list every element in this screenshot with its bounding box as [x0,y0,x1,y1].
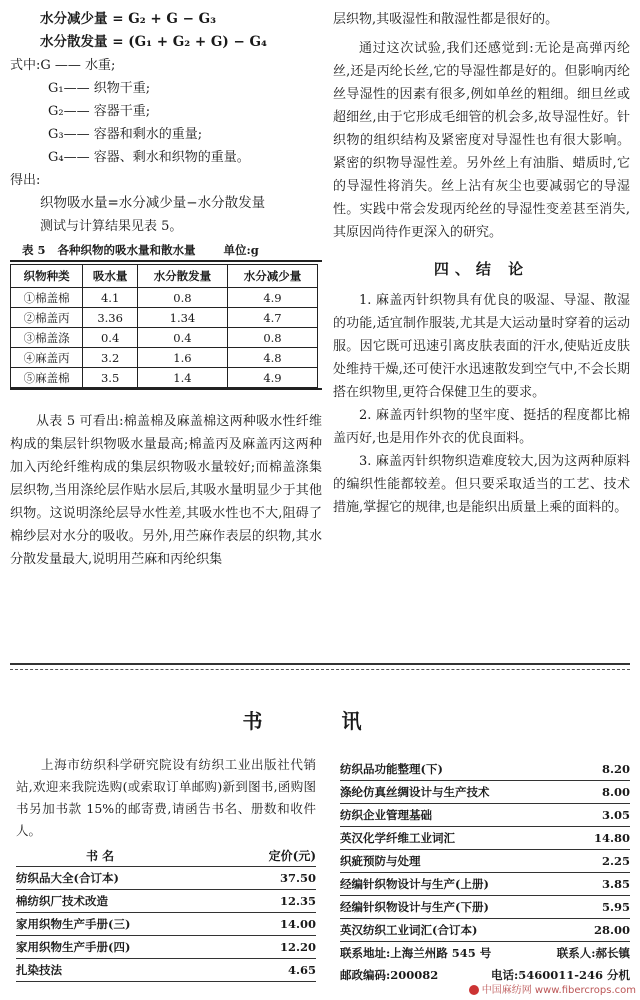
list-item: 经编针织物设计与生产(下册) 5.95 [340,896,630,919]
table5-unit: 单位:g [223,243,259,257]
table-cell: 0.8 [227,328,317,348]
left-body-paragraph: 从表 5 可看出:棉盖棉及麻盖棉这两种吸水性纤维构成的集层针织物吸水量最高;棉盖丙及麻盖丙这两种加入丙纶纤维构成的集层织物吸水量较好;而棉盖涤集层织物,当用涤纶层作贴水层后,其吸水量明显少于其他织物。这说明涤纶层导水性差,其吸水性也不大,阻碍了棉纱层对水分的吸收。另外,用苎麻作表层的织物,其水分散发量最大,说明用苎麻和丙纶织集 [10,414,322,567]
watermark-logo-icon [469,985,479,995]
book-col-price: 定价(元) [268,849,316,863]
table-cell: 4.9 [227,368,317,388]
table-row [11,308,318,328]
var-g4: G₄—— 容器、剩水和织物的重量。 [48,150,250,165]
contact-person: 联系人:郝长镇 [556,946,630,960]
table-cell: 0.8 [137,288,227,308]
contact-phone: 电话:5460011-246 分机 [490,968,630,982]
conclusion-item-2: 2. 麻盖丙针织物的坚牢度、挺括的程度都比棉盖丙好,也是用作外衣的优良面料。 [333,408,630,446]
table-cell: ④麻盖丙 [11,348,83,368]
table-cell: 0.4 [137,328,227,348]
var-g2: G₂—— 容器干重; [48,104,151,119]
book-col-title: 书 名 [86,849,115,863]
table-cell: 3.2 [83,348,138,368]
result-label: 得出: [10,173,41,188]
contact-line-1 [340,942,630,964]
table-cell: 4.1 [83,288,138,308]
book-news-heading: 书 讯 [242,709,398,733]
section-divider [10,663,630,670]
table-cell: ①棉盖棉 [11,288,83,308]
table-cell: ②棉盖丙 [11,308,83,328]
list-item: 家用织物生产手册(四) 12.20 [16,936,316,959]
var-g1: G₁—— 织物干重; [48,81,151,96]
table-cell: 1.6 [137,348,227,368]
section-heading-conclusion: 四、结 论 [433,260,530,278]
table5-title: 表 5 各种织物的吸水量和散水量 单位:g [22,243,259,257]
result-note: 测试与计算结果见表 5。 [40,219,183,234]
list-item: 经编针织物设计与生产(上册) 3.85 [340,873,630,896]
table-cell: ③棉盖涤 [11,328,83,348]
table-cell: 0.4 [83,328,138,348]
book-list-header [16,846,316,867]
list-item: 织疵预防与处理 2.25 [340,850,630,873]
table-cell: 1.34 [137,308,227,328]
right-paragraph: 通过这次试验,我们还感觉到:无论是高弹丙纶丝,还是丙纶长丝,它的导湿性都是好的。但影响丙纶丝导湿性的因素有很多,例如单丝的粗细。细旦丝或超细丝,由于它形成毛细管的机会多,故导湿性好。针织物的组织结构及紧密度对导湿性也有很大影响。紧密的织物导湿性差。另外丝上有油脂、蜡质时,它的导湿性将消失。丝上沾有灰尘也要减弱它的导湿性。实践中常会发现丙纶丝的导湿性变差甚至消失,其原因尚待作更深入的研究。 [333,41,630,240]
table-header: 吸水量 [83,265,138,288]
table5 [10,260,322,390]
table-cell: 4.9 [227,288,317,308]
contact-postcode: 邮政编码:200082 [340,968,439,982]
conclusion-item-1: 1. 麻盖丙针织物具有优良的吸湿、导湿、散湿的功能,适宜制作服装,尤其是大运动量时穿着的运动服。因它既可迅速引离皮肤表面的汗水,使贴近皮肤处维持干燥,还可使汗水迅速散发到空气中,不会长期搭在织物里,更符合保健卫生的要求。 [333,293,630,400]
right-continuation: 层织物,其吸湿性和散湿性都是很好的。 [333,12,559,27]
list-item: 英汉纺织工业词汇(合订本) 28.00 [340,919,630,942]
table-header: 织物种类 [11,265,83,288]
right-column [333,8,630,519]
where-label: 式中:G —— 水重; [10,58,116,73]
book-news-right [340,758,630,986]
table-cell: 3.36 [83,308,138,328]
table-cell: 1.4 [137,368,227,388]
list-item: 家用织物生产手册(三) 14.00 [16,913,316,936]
list-item: 纺织品功能整理(下) 8.20 [340,758,630,781]
table-cell: 3.5 [83,368,138,388]
formula-water-loss: 水分减少量 = G₂ + G − G₃ [40,11,217,27]
list-item: 纺织品大全(合订本) 37.50 [16,867,316,890]
list-item: 英汉化学纤维工业词汇 14.80 [340,827,630,850]
table-cell: ⑤麻盖棉 [11,368,83,388]
contact-address: 联系地址:上海兰州路 545 号 [340,946,492,960]
table-row [11,328,318,348]
list-item: 扎染技法 4.65 [16,959,316,982]
formula-water-evap: 水分散发量 = (G₁ + G₂ + G) − G₄ [40,34,267,50]
table-header: 水分减少量 [227,265,317,288]
left-column [10,8,322,571]
list-item: 涤纶仿真丝绸设计与生产技术 8.00 [340,781,630,804]
list-item: 棉纺织厂技术改造 12.35 [16,890,316,913]
table-row [11,288,318,308]
table-row [11,368,318,388]
conclusion-item-3: 3. 麻盖丙针织物织造难度较大,因为这两种原料的编织性能都较差。但只要采取适当的工艺、技术措施,掌握它的规律,也是能织出质量上乘的面料的。 [333,454,630,515]
list-item: 纺织企业管理基础 3.05 [340,804,630,827]
table-header-row [11,265,318,288]
table-row [11,348,318,368]
table-cell: 4.8 [227,348,317,368]
table-cell: 4.7 [227,308,317,328]
result-formula: 织物吸水量=水分减少量−水分散发量 [40,195,266,211]
table-header: 水分散发量 [137,265,227,288]
watermark: 中国麻纺网 www.fibercrops.com [469,981,636,996]
book-news-left [16,754,316,982]
var-g3: G₃—— 容器和剩水的重量; [48,127,203,142]
var-g: G —— 水重; [40,58,116,73]
book-news-intro: 上海市纺织科学研究院设有纺织工业出版社代销站,欢迎来我院选购(或索取订单邮购)新到图书,函购图书另加书款 15%的邮寄费,请函告书名、册数和收件人。 [16,757,316,838]
